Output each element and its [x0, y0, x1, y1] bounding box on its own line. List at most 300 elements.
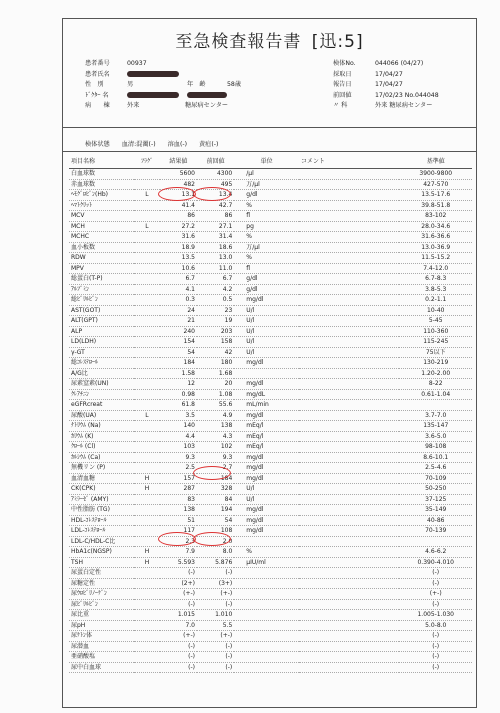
previous-value: 4.3	[197, 431, 234, 442]
comment	[299, 421, 400, 432]
table-row	[69, 494, 472, 505]
unit	[234, 368, 299, 379]
result-value: 41.4	[160, 200, 197, 211]
collect-date: 17/04/27	[375, 70, 403, 78]
prev-label: 前回値	[333, 91, 352, 99]
reference-range: 1.005-1.030	[399, 610, 472, 621]
result-value: 117	[160, 526, 197, 537]
previous-value: 108	[197, 526, 234, 537]
flag	[134, 368, 160, 379]
reference-range: 75以下	[399, 347, 472, 358]
result-value: 103	[160, 442, 197, 453]
flag	[134, 536, 160, 547]
result-value: 51	[160, 515, 197, 526]
table-row	[69, 484, 472, 495]
col-header: コメント	[299, 156, 400, 169]
unit: mg/dl	[234, 452, 299, 463]
table-row	[69, 421, 472, 432]
test-name: 総蛋白(T-P)	[69, 274, 134, 285]
table-row	[69, 473, 472, 484]
result-value: 21	[160, 316, 197, 327]
previous-value: 2.7	[197, 463, 234, 474]
reference-range: 40-86	[399, 515, 472, 526]
ward-value: 外来	[127, 102, 140, 109]
annotation-circle	[193, 466, 231, 480]
flag	[134, 347, 160, 358]
reference-range: 5-45	[399, 316, 472, 327]
test-name: MCH	[69, 221, 134, 232]
reference-range: 83-102	[399, 211, 472, 222]
unit: fl	[234, 211, 299, 222]
previous-value: 86	[197, 211, 234, 222]
table-row	[69, 305, 472, 316]
previous-value: 27.1	[197, 221, 234, 232]
unit	[234, 610, 299, 621]
status-item: 黄疸(-)	[199, 141, 219, 148]
unit: mg/dl	[234, 526, 299, 537]
reference-range: (-)	[399, 599, 472, 610]
report-date: 17/04/27	[375, 81, 403, 88]
reference-range: 70-139	[399, 526, 472, 537]
divider	[63, 151, 476, 152]
unit	[234, 652, 299, 663]
test-name: 尿糖定性	[69, 578, 134, 589]
result-value: (-)	[160, 652, 197, 663]
test-name: ｱﾐﾗｰｾﾞ (AMY)	[69, 494, 134, 505]
previous-value: 8.0	[197, 547, 234, 558]
result-value: 5.593	[160, 557, 197, 568]
previous-value: 1.08	[197, 389, 234, 400]
previous-value: 42.7	[197, 200, 234, 211]
previous-value: 5.876	[197, 557, 234, 568]
table-row	[69, 431, 472, 442]
reference-range: 1.20-2.00	[399, 368, 472, 379]
col-header: 結果値	[160, 156, 197, 169]
reference-range: 98-108	[399, 442, 472, 453]
test-name: 白血球数	[69, 169, 134, 180]
comment	[299, 347, 400, 358]
test-name: eGFRcreat	[69, 400, 134, 411]
ward-dept: 糖尿病センター	[185, 102, 229, 109]
test-name: 無機リン (P)	[69, 463, 134, 474]
comment	[299, 505, 400, 516]
previous-value: 138	[197, 421, 234, 432]
previous-value: 84	[197, 494, 234, 505]
reference-range: (-)	[399, 631, 472, 642]
result-value: 5600	[160, 169, 197, 180]
comment	[299, 620, 400, 631]
age-value: 58歳	[227, 81, 242, 88]
annotation-circle	[193, 187, 231, 201]
result-value: 4.1	[160, 284, 197, 295]
test-name: 亜硝酸塩	[69, 652, 134, 663]
test-name: 尿素窒素(UN)	[69, 379, 134, 390]
test-name: A/G比	[69, 368, 134, 379]
unit	[234, 536, 299, 547]
comment	[299, 662, 400, 673]
col-header: ﾌﾗｸﾞ	[134, 156, 160, 169]
unit: 万/μl	[234, 242, 299, 253]
flag	[134, 662, 160, 673]
previous-value: (+-)	[197, 631, 234, 642]
col-header: 基準値	[399, 156, 472, 169]
comment	[299, 274, 400, 285]
flag	[134, 631, 160, 642]
sex-value: 男	[127, 81, 134, 88]
comment	[299, 515, 400, 526]
table-row	[69, 169, 472, 180]
test-name: ｱﾙﾌﾞﾐﾝ	[69, 284, 134, 295]
reference-range: 35-149	[399, 505, 472, 516]
comment	[299, 631, 400, 642]
previous-value: 5.5	[197, 620, 234, 631]
table-row	[69, 505, 472, 516]
previous-value: 11.0	[197, 263, 234, 274]
test-name: γ-GT	[69, 347, 134, 358]
result-value: 2.3	[160, 536, 197, 547]
previous-value: 194	[197, 505, 234, 516]
table-row	[69, 547, 472, 558]
unit: mEq/l	[234, 431, 299, 442]
test-name: ALT(GPT)	[69, 316, 134, 327]
prev-value: 17/02/23 No.044048	[375, 91, 439, 99]
reference-range: (-)	[399, 641, 472, 652]
unit: %	[234, 200, 299, 211]
col-header: 単位	[234, 156, 299, 169]
result-value: 24	[160, 305, 197, 316]
result-value: 31.6	[160, 232, 197, 243]
previous-value: 180	[197, 358, 234, 369]
comment	[299, 200, 400, 211]
report-date-label: 報告日	[333, 81, 352, 88]
table-row	[69, 589, 472, 600]
test-name: HbA1c(NGSP)	[69, 547, 134, 558]
result-value: 154	[160, 337, 197, 348]
comment	[299, 242, 400, 253]
table-row	[69, 263, 472, 274]
previous-value: 495	[197, 179, 234, 190]
unit: mg/dl	[234, 379, 299, 390]
previous-value: 2.0	[197, 536, 234, 547]
test-name: ﾍﾏﾄｸﾘｯﾄ	[69, 200, 134, 211]
result-value: (+-)	[160, 589, 197, 600]
unit: U/l	[234, 326, 299, 337]
result-value: 61.8	[160, 400, 197, 411]
previous-value: 4.2	[197, 284, 234, 295]
comment	[299, 410, 400, 421]
reference-range: (-)	[399, 578, 472, 589]
result-value: 3.5	[160, 410, 197, 421]
reference-range: 130-219	[399, 358, 472, 369]
title-tag: [迅:5]	[311, 32, 364, 52]
flag	[134, 641, 160, 652]
table-row	[69, 221, 472, 232]
previous-value: (+-)	[197, 589, 234, 600]
flag	[134, 295, 160, 306]
comment	[299, 641, 400, 652]
test-name: ｸﾚｱﾁﾆﾝ	[69, 389, 134, 400]
table-row	[69, 368, 472, 379]
result-value: 1.58	[160, 368, 197, 379]
comment	[299, 526, 400, 537]
reference-range: 13.0-36.9	[399, 242, 472, 253]
previous-value: 6.7	[197, 274, 234, 285]
table-row	[69, 599, 472, 610]
table-header	[69, 156, 472, 169]
reference-range: (-)	[399, 652, 472, 663]
flag	[134, 610, 160, 621]
comment	[299, 284, 400, 295]
flag: H	[134, 484, 160, 495]
table-row	[69, 410, 472, 421]
unit: U/l	[234, 484, 299, 495]
test-name: 尿ｹﾄﾝ体	[69, 631, 134, 642]
results-body	[69, 169, 472, 673]
table-row	[69, 389, 472, 400]
unit: mEq/l	[234, 421, 299, 432]
comment	[299, 452, 400, 463]
flag	[134, 442, 160, 453]
test-name: 尿比重	[69, 610, 134, 621]
reference-range: 427-570	[399, 179, 472, 190]
col-header: 前回値	[197, 156, 234, 169]
flag	[134, 337, 160, 348]
previous-value: 328	[197, 484, 234, 495]
previous-value: 20	[197, 379, 234, 390]
table-row	[69, 400, 472, 411]
flag	[134, 305, 160, 316]
reference-range: 3.8-5.3	[399, 284, 472, 295]
result-value: 7.9	[160, 547, 197, 558]
previous-value: (-)	[197, 568, 234, 579]
test-name: HDL-ｺﾚｽﾃﾛｰﾙ	[69, 515, 134, 526]
unit	[234, 641, 299, 652]
result-value: 0.3	[160, 295, 197, 306]
previous-value: 0.5	[197, 295, 234, 306]
result-value: 18.9	[160, 242, 197, 253]
reference-range: 31.6-36.6	[399, 232, 472, 243]
table-row	[69, 568, 472, 579]
flag	[134, 494, 160, 505]
divider	[63, 127, 476, 128]
table-row	[69, 190, 472, 201]
table-row	[69, 578, 472, 589]
reference-range: 7.4-12.0	[399, 263, 472, 274]
unit: U/l	[234, 305, 299, 316]
flag	[134, 200, 160, 211]
annotation-circle	[158, 532, 196, 546]
previous-value: 4.9	[197, 410, 234, 421]
comment	[299, 337, 400, 348]
result-value: 10.6	[160, 263, 197, 274]
reference-range: 4.6-6.2	[399, 547, 472, 558]
table-row	[69, 274, 472, 285]
reference-range: 110-360	[399, 326, 472, 337]
result-value: 6.7	[160, 274, 197, 285]
comment	[299, 494, 400, 505]
unit: mg/dl	[234, 463, 299, 474]
table-row	[69, 526, 472, 537]
specimen-no: 044066 (04/27)	[375, 60, 424, 67]
comment	[299, 326, 400, 337]
reference-range: 10-40	[399, 305, 472, 316]
redacted-doctor-2	[187, 92, 227, 98]
flag	[134, 316, 160, 327]
test-name: MCV	[69, 211, 134, 222]
comment	[299, 610, 400, 621]
unit	[234, 578, 299, 589]
result-value: 13.5	[160, 253, 197, 264]
table-row	[69, 358, 472, 369]
comment	[299, 295, 400, 306]
specimen-status	[85, 139, 228, 148]
table-row	[69, 557, 472, 568]
flag: L	[134, 221, 160, 232]
unit: g/dl	[234, 190, 299, 201]
table-row	[69, 442, 472, 453]
age-label: 年 齢	[187, 81, 206, 88]
result-value: 13.1	[160, 190, 197, 201]
table-row	[69, 326, 472, 337]
annotation-circle	[158, 187, 196, 201]
comment	[299, 599, 400, 610]
reference-range: 115-245	[399, 337, 472, 348]
unit: %	[234, 253, 299, 264]
previous-value: 203	[197, 326, 234, 337]
flag	[134, 578, 160, 589]
flag	[134, 242, 160, 253]
comment	[299, 431, 400, 442]
previous-value: 4300	[197, 169, 234, 180]
test-name: LDL-ｺﾚｽﾃﾛｰﾙ	[69, 526, 134, 537]
table-row	[69, 284, 472, 295]
reference-range: 8.6-10.1	[399, 452, 472, 463]
comment	[299, 379, 400, 390]
comment	[299, 389, 400, 400]
table-row	[69, 631, 472, 642]
previous-value: (-)	[197, 599, 234, 610]
reference-range: 11.5-15.2	[399, 253, 472, 264]
flag	[134, 358, 160, 369]
test-name: 尿潜血	[69, 641, 134, 652]
unit: mg/dl	[234, 410, 299, 421]
comment	[299, 368, 400, 379]
unit: U/l	[234, 494, 299, 505]
unit: mg/dl	[234, 358, 299, 369]
result-value: 12	[160, 379, 197, 390]
page-title	[63, 27, 476, 52]
result-value: 83	[160, 494, 197, 505]
unit: g/dl	[234, 284, 299, 295]
comment	[299, 568, 400, 579]
previous-value: 1.68	[197, 368, 234, 379]
comment	[299, 578, 400, 589]
previous-value: 158	[197, 337, 234, 348]
table-row	[69, 536, 472, 547]
unit	[234, 599, 299, 610]
comment	[299, 536, 400, 547]
reference-range: (-)	[399, 662, 472, 673]
table-row	[69, 515, 472, 526]
previous-value: (-)	[197, 662, 234, 673]
comment	[299, 463, 400, 474]
flag	[134, 421, 160, 432]
table-row	[69, 379, 472, 390]
comment	[299, 358, 400, 369]
flag	[134, 620, 160, 631]
comment	[299, 263, 400, 274]
flag	[134, 232, 160, 243]
result-value: 86	[160, 211, 197, 222]
result-value: 482	[160, 179, 197, 190]
result-value: 2.5	[160, 463, 197, 474]
previous-value: 102	[197, 442, 234, 453]
comment	[299, 221, 400, 232]
test-name: 総ﾋﾞﾘﾙﾋﾞﾝ	[69, 295, 134, 306]
comment	[299, 211, 400, 222]
unit: %	[234, 232, 299, 243]
table-row	[69, 316, 472, 327]
previous-value: 18.6	[197, 242, 234, 253]
previous-value: 42	[197, 347, 234, 358]
status-item: 溶血(-)	[167, 141, 188, 148]
unit: %	[234, 547, 299, 558]
table-row	[69, 179, 472, 190]
flag: H	[134, 473, 160, 484]
flag	[134, 169, 160, 180]
result-value: 140	[160, 421, 197, 432]
result-value: (-)	[160, 641, 197, 652]
patient-no-label: 患者番号	[85, 60, 110, 67]
test-name: 尿ﾋﾞﾘﾙﾋﾞﾝ	[69, 599, 134, 610]
test-name: LD(LDH)	[69, 337, 134, 348]
result-value: 7.0	[160, 620, 197, 631]
reference-range: 5.0-8.0	[399, 620, 472, 631]
test-name: 尿酸(UA)	[69, 410, 134, 421]
sex-label: 性 別	[85, 81, 104, 88]
test-name: ｶﾙｼｳﾑ (Ca)	[69, 452, 134, 463]
reference-range: 50-250	[399, 484, 472, 495]
redacted-doctor	[127, 92, 179, 98]
test-name: ｸﾛｰﾙ (Cl)	[69, 442, 134, 453]
flag	[134, 284, 160, 295]
results-table	[69, 156, 472, 673]
previous-value: 23	[197, 305, 234, 316]
comment	[299, 169, 400, 180]
unit: mL/min	[234, 400, 299, 411]
table-row	[69, 641, 472, 652]
previous-value: 54	[197, 515, 234, 526]
collect-date-label: 採取日	[333, 70, 352, 78]
comment	[299, 190, 400, 201]
status-label: 検体状態	[85, 141, 110, 148]
redacted-name	[127, 71, 179, 77]
flag	[134, 515, 160, 526]
flag	[134, 274, 160, 285]
unit: /μl	[234, 169, 299, 180]
title-text: 至急検査報告書	[175, 32, 302, 52]
table-row	[69, 232, 472, 243]
test-name: MPV	[69, 263, 134, 274]
result-value: (-)	[160, 662, 197, 673]
unit	[234, 631, 299, 642]
result-value: 9.3	[160, 452, 197, 463]
table-row	[69, 620, 472, 631]
flag	[134, 463, 160, 474]
table-row	[69, 211, 472, 222]
table-row	[69, 463, 472, 474]
test-name: 赤血球数	[69, 179, 134, 190]
